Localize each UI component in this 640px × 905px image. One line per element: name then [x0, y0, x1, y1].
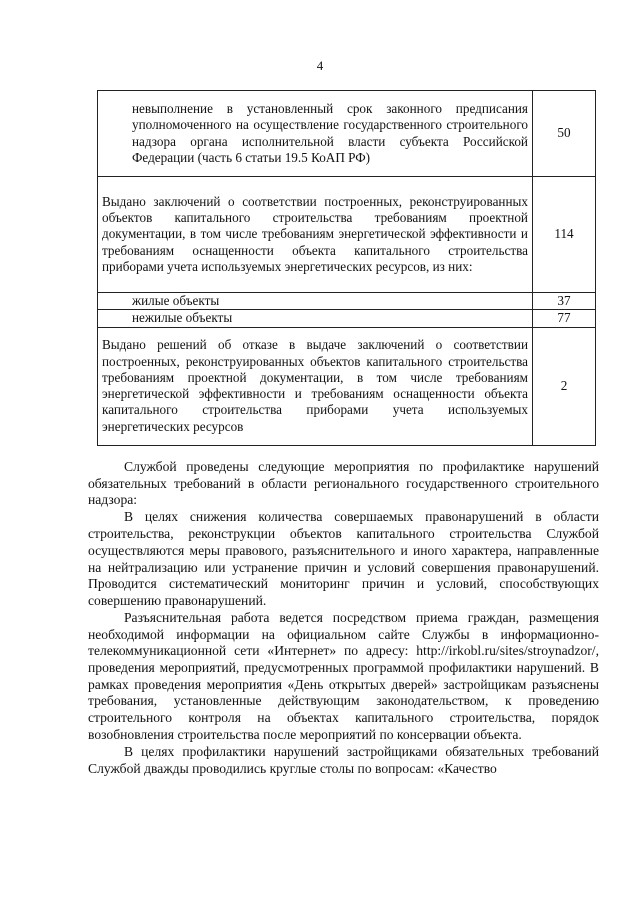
table-cell-value: 77	[533, 310, 596, 327]
table-cell-value: 50	[533, 91, 596, 177]
table-cell-value: 37	[533, 293, 596, 310]
table-row	[98, 177, 596, 293]
table-row	[98, 91, 596, 177]
paragraph: В целях профилактики нарушений застройщиками обязательных требований Службой дважды проводились круглые столы по вопросам: «Качество	[88, 743, 599, 776]
statistics-table-body	[98, 91, 596, 446]
table-row	[98, 293, 596, 310]
paragraph: Службой проведены следующие мероприятия по профилактике нарушений обязательных требований в области регионального государственного строительного надзора:	[88, 459, 599, 508]
table-cell-description: жилые объекты	[98, 293, 533, 310]
table-row	[98, 310, 596, 327]
statistics-table	[97, 90, 596, 446]
page-number: 4	[316, 58, 324, 73]
table-cell-description: нежилые объекты	[98, 310, 533, 327]
table-cell-value: 114	[533, 177, 596, 293]
paragraph: В целях снижения количества совершаемых правонарушений в области строительства, реконструкции объектов капитального строительства Службой осуществляются меры правового, разъяснительного и иного характера, направленные на нейтрализацию или устранение причин и условий совершения правонарушений. Проводится систематический мониторинг причин и условий, способствующих совершению правонарушений.	[88, 509, 599, 608]
body-text	[88, 459, 599, 778]
table-cell-description: невыполнение в установленный срок законного предписания уполномоченного на осуществление государственного строительного надзора органа исполнительной власти субъекта Российской Федерации (часть 6 статьи 19.5 КоАП РФ)	[98, 91, 533, 177]
table-cell-value: 2	[533, 327, 596, 445]
table-row	[98, 327, 596, 445]
table-cell-description: Выдано заключений о соответствии построенных, реконструированных объектов капитального строительства требованиям проектной документации, в том числе требованиям энергетической эффективности и требованиям оснащенности объекта капитального строительства приборами учета используемых энергетических ресурсов, из них:	[98, 177, 533, 293]
paragraph: Разъяснительная работа ведется посредством приема граждан, размещения необходимой информации на официальном сайте Службы в информационно-телекоммуникационной сети «Интернет» по адресу: http://irkobl.ru/sites/stroynadzor/, проведения мероприятий, предусмотренных программой профилактики нарушений. В рамках проведения мероприятия «День открытых дверей» застройщикам разъяснены требования, установленные действующим законодательством, к проведению строительного контроля на объектах капитального строительства, порядок возобновления строительства после мероприятий по консервации объекта.	[88, 609, 599, 742]
table-cell-description: Выдано решений об отказе в выдаче заключений о соответствии построенных, реконструированных объектов капитального строительства требованиям проектной документации, в том числе требованиям энергетической эффективности и требованиям оснащенности объекта капитального строительства приборами учета используемых энергетических ресурсов	[98, 327, 533, 445]
